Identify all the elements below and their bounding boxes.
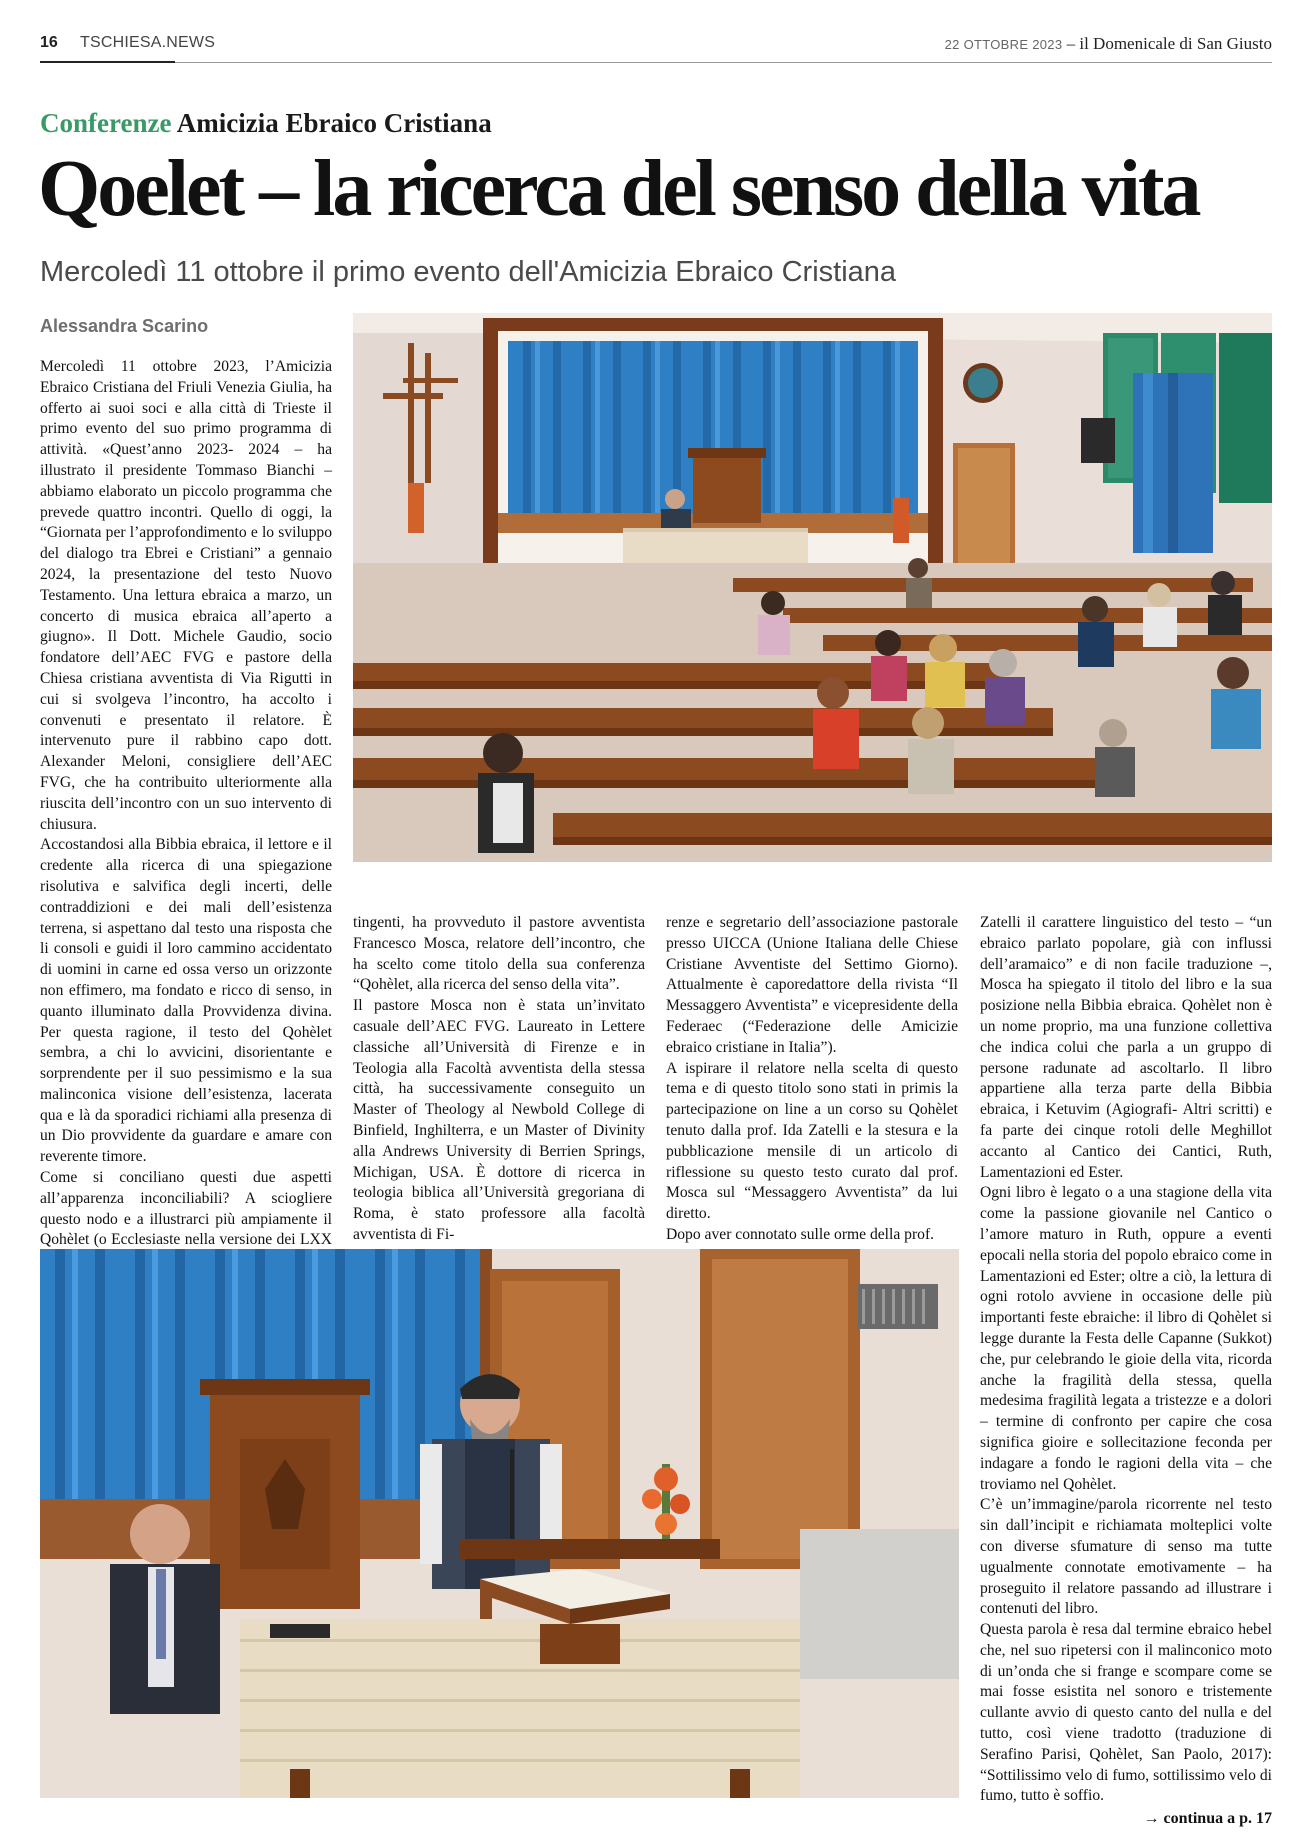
paragraph: tingenti, ha provveduto il pastore avventista Francesco Mosca, relatore dell’incontro, che ha scelto come titolo della sua conferenza “Qohèlet, alla ricerca del senso della vita”. <box>353 914 645 994</box>
column-2 <box>353 913 645 1246</box>
paragraph: Dopo aver connotato sulle orme della prof. <box>666 1225 935 1243</box>
issue-date: 22 OTTOBRE 2023 <box>944 37 1063 52</box>
site-name[interactable]: TSCHIESA.NEWS <box>80 34 216 51</box>
page-number: 16 <box>40 34 58 51</box>
paragraph: Come si conciliano questi due aspetti all’apparenza inconciliabili? A sciogliere questo nodo e a illustrarci più ampiamente il Qohèlet (o Ecclesiaste nella versione dei LXX <box>40 1169 332 1249</box>
topic-label: Amicizia Ebraico Cristiana <box>176 108 492 138</box>
author-byline: Alessandra Scarino <box>40 316 209 336</box>
paragraph: Questa parola è resa dal termine ebraico hebel che, nel suo ripetersi con il malinconico moto di un’onda che si frange e scompare come se mai fosse esistita nel sonoro e tristemente cullante avvio di questo canto del nulla e del tutto, così viene tradotto (traduzione di Serafino Parisi, Qohèlet, San Paolo, 2017): “Sottilissimo velo di fumo, sottilissimo velo di fumo, tutto è soffio. <box>980 1621 1272 1805</box>
speaker-photo <box>40 1249 959 1798</box>
article-subtitle: Mercoledì 11 ottobre il primo evento dell'Amicizia Ebraico Cristiana <box>40 256 897 288</box>
newspaper-name: il Domenicale di San Giusto <box>1079 34 1272 53</box>
column-1 <box>40 357 332 1272</box>
separator: – <box>1062 34 1080 53</box>
paragraph: Accostandosi alla Bibbia ebraica, il lettore e il credente alla ricerca di una spiegazione risolutiva e salvifica degli incerti, delle contraddizioni e dei mali dell’esistenza terrena, si aspettano dal testo una risposta che li consoli e guidi il loro cammino accidentato di uomini in carne ed ossa verso un orizzonte non effimero, ma fondato e ricco di senso, in quanto illuminato dalla Provvidenza divina. Per questa ragione, il testo del Qohèlet sembra, a chi lo avvicini, disorientante e sorprendente per il suo pessimismo e la sua malinconica visione dell’esistenza, lacerata qua e là da sporadici richiami alla presenza di un Dio provvidente da guardare e amare con reverente timore. <box>40 836 332 1166</box>
header-rule <box>40 62 1272 63</box>
conference-hall-photo <box>353 313 1272 862</box>
paragraph: Il pastore Mosca non è stata un’invitato casuale dell’AEC FVG. Laureato in Lettere classiche all’Università di Firenze e in Teologia alla Facoltà avventista della stessa città, ha successivamente conseguito un Master of Theology al Newbold College di Binfield, Inghilterra, e un Master of Divinity alla Andrews University di Berrien Springs, Michigan, USA. È dottore di ricerca in teologia biblica all’Università gregoriana di Roma, è stato professore alla facoltà avventista di Fi- <box>353 997 645 1243</box>
continuation-link[interactable]: → continua a p. 17 <box>1143 1810 1272 1827</box>
paragraph: Zatelli il carattere linguistico del testo – “un ebraico parlato popolare, già con influssi dell’aramaico” e di non facile traduzione –, Mosca ha spiegato il titolo del libro e la sua posizione nella Bibbia ebraica. Qohèlet non è un nome proprio, ma una funzione collettiva che indica colui che parla a un gruppo di persone radunate ad ascoltarlo. Il libro appartiene alla terza parte della Bibbia ebraica, i Ketuvim (Agiografi- Altri scritti) e fa parte dei cinque rotoli delle Meghillot accanto al Cantico dei Cantici, Ruth, Lamentazioni ed Ester. <box>980 914 1272 1181</box>
paragraph: Mercoledì 11 ottobre 2023, l’Amicizia Ebraico Cristiana del Friuli Venezia Giulia, ha offerto ai suoi soci e alla città di Trieste il primo evento del suo primo programma di attività. «Quest’anno 2023- 2024 – ha illustrato il presidente Tommaso Bianchi – abbiamo elaborato un piccolo programma che prevede quattro incontri. Quello di oggi, la “Giornata per l’approfondimento e lo sviluppo del dialogo tra Ebrei e Cristiani” a gennaio 2024, la presentazione del testo Nuovo Testamento. Una lettura ebraica a marzo, un concerto di musica ebraica all’aperto a giugno». Il Dott. Michele Gaudio, socio fondatore dell’AEC FVG e pastore della Chiesa cristiana avventista di Via Rigutti in cui si svolgeva l’incontro, ha accolto i convenuti e presentato il relatore. È intervenuto pure il rabbino capo dott. Alexander Meloni, consigliere dell’AEC FVG, che ha contribuito ulteriormente alla riuscita dell’incontro con un suo intervento di chiusura. <box>40 358 332 833</box>
column-3 <box>666 913 958 1246</box>
category-label: Conferenze <box>40 108 172 138</box>
paragraph: renze e segretario dell’associazione pastorale presso UICCA (Unione Italiana delle Chiese Cristiane Avventiste del Settimo Giorno). Attualmente è caporedattore della rivista “Il Messaggero Avventista” e vicepresidente della Federaec (“Federazione delle Amicizie ebraico cristiane in Italia”). <box>666 914 958 1056</box>
issue-info <box>945 34 1272 54</box>
column-4 <box>980 913 1272 1807</box>
paragraph: C’è un’immagine/parola ricorrente nel testo sin dall’incipit e richiamata molteplici volte con diverse sfumature di senso ma tutte ugualmente connotate emotivamente – ha proseguito il relatore passando ad illustrare i contenuti del libro. <box>980 1496 1272 1618</box>
paragraph: A ispirare il relatore nella scelta di questo tema e di questo titolo sono stati in primis la partecipazione on line a un corso su Qohèlet tenuto dalla prof. Ida Zatelli e la stesura e la pubblicazione mensile di un articolo di riflessione su questo testo curato dal prof. Mosca sul “Messaggero Avventista” da lui diretto. <box>666 1059 958 1223</box>
article-title: Qoelet – la ricerca del senso della vita <box>38 145 1199 233</box>
paragraph: Ogni libro è legato o a una stagione della vita come la passione giovanile nel Cantico o l’amore maturo in Ruth, oppure a eventi epocali nella storia del popolo ebraico come in Lamentazioni ed Ester; oltre a ciò, la lettura di ogni rotolo avviene in occasione delle più importanti feste ebraiche: il libro di Qohèlet si legge durante la Festa delle Capanne (Sukkot) che, pur celebrando le gioie della vita, ricorda anche la fragilità della stessa, quella medesima fragilità legata a tristezze e a dolori – termine di confronto per capire che cosa significa gioire e sollecitazione feconda per indagare a fondo le ragioni della vita – che troviamo nel Qohèlet. <box>980 1184 1272 1493</box>
header-rule-accent <box>40 61 175 63</box>
kicker <box>40 108 492 139</box>
